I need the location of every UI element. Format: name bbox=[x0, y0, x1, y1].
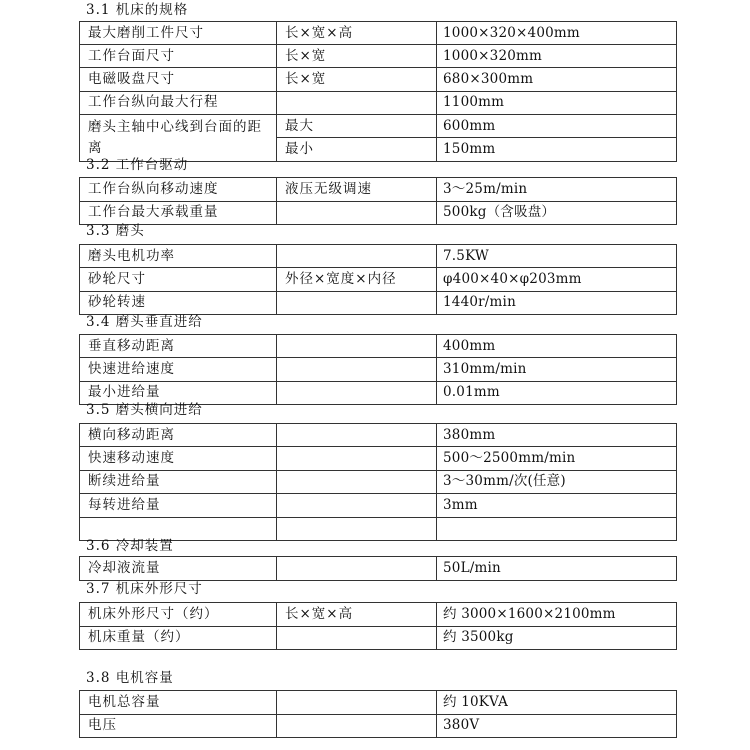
param-name: 工作台面尺寸 bbox=[80, 45, 277, 68]
table-row bbox=[80, 470, 677, 493]
table-row bbox=[80, 91, 677, 114]
param-name: 工作台最大承载重量 bbox=[80, 201, 277, 225]
table-row bbox=[80, 691, 677, 715]
section-title: 3.4 磨头垂直进给 bbox=[86, 314, 203, 330]
table-row bbox=[80, 424, 677, 447]
table-row bbox=[80, 447, 677, 470]
param-name: 最小进给量 bbox=[80, 381, 277, 404]
spec-table bbox=[79, 690, 677, 738]
param-value: 约 10KVA bbox=[437, 691, 677, 715]
param-condition bbox=[277, 335, 437, 358]
spec-table bbox=[79, 602, 677, 650]
param-value: 400mm bbox=[437, 335, 677, 358]
param-condition: 长×宽×高 bbox=[277, 22, 437, 45]
section-title: 3.7 机床外形尺寸 bbox=[86, 581, 203, 597]
param-name: 断续进给量 bbox=[80, 470, 277, 493]
table-row bbox=[80, 45, 677, 68]
param-name: 工作台纵向移动速度 bbox=[80, 178, 277, 202]
param-condition bbox=[277, 470, 437, 493]
param-value: 380mm bbox=[437, 424, 677, 447]
param-condition bbox=[277, 557, 437, 581]
param-name: 砂轮转速 bbox=[80, 291, 277, 314]
param-condition bbox=[277, 494, 437, 517]
param-condition bbox=[277, 91, 437, 114]
param-name: 最大磨削工件尺寸 bbox=[80, 22, 277, 45]
param-name: 机床重量（约） bbox=[80, 626, 277, 650]
param-value: 1000×320×400mm bbox=[437, 22, 677, 45]
param-condition bbox=[277, 447, 437, 470]
param-condition bbox=[277, 381, 437, 404]
table-row bbox=[80, 626, 677, 650]
table-row bbox=[80, 494, 677, 517]
param-condition: 液压无级调速 bbox=[277, 178, 437, 202]
param-condition: 长×宽×高 bbox=[277, 603, 437, 627]
param-value: 约 3000×1600×2100mm bbox=[437, 603, 677, 627]
param-condition bbox=[277, 517, 437, 540]
param-condition: 长×宽 bbox=[277, 68, 437, 91]
param-condition bbox=[277, 201, 437, 225]
table-row bbox=[80, 114, 677, 138]
param-value: 1100mm bbox=[437, 91, 677, 114]
param-name: 砂轮尺寸 bbox=[80, 268, 277, 291]
section-title: 3.8 电机容量 bbox=[86, 670, 174, 686]
param-name: 机床外形尺寸（约） bbox=[80, 603, 277, 627]
param-value bbox=[437, 517, 677, 540]
param-name: 垂直移动距离 bbox=[80, 335, 277, 358]
param-name: 工作台纵向最大行程 bbox=[80, 91, 277, 114]
section-title: 3.3 磨头 bbox=[86, 223, 145, 239]
table-row bbox=[80, 268, 677, 291]
param-value: 380V bbox=[437, 714, 677, 738]
table-row bbox=[80, 603, 677, 627]
param-name: 磨头电机功率 bbox=[80, 245, 277, 268]
param-value: 约 3500kg bbox=[437, 626, 677, 650]
param-value: 1000×320mm bbox=[437, 45, 677, 68]
param-value: 50L/min bbox=[437, 557, 677, 581]
param-value: 1440r/min bbox=[437, 291, 677, 314]
spec-table bbox=[79, 244, 677, 315]
param-value: φ400×40×φ203mm bbox=[437, 268, 677, 291]
param-name: 横向移动距离 bbox=[80, 424, 277, 447]
param-name: 电机总容量 bbox=[80, 691, 277, 715]
param-value: 680×300mm bbox=[437, 68, 677, 91]
table-row bbox=[80, 22, 677, 45]
param-value: 3～30mm/次(任意) bbox=[437, 470, 677, 493]
spec-table bbox=[79, 177, 677, 225]
param-value: 7.5KW bbox=[437, 245, 677, 268]
param-value: 3～25m/min bbox=[437, 178, 677, 202]
param-name: 磨头主轴中心线到台面的距离 bbox=[80, 114, 277, 161]
param-condition: 最大 bbox=[277, 114, 437, 138]
param-name: 电压 bbox=[80, 714, 277, 738]
table-row bbox=[80, 714, 677, 738]
param-name: 冷却液流量 bbox=[80, 557, 277, 581]
spec-table bbox=[79, 334, 677, 405]
table-row bbox=[80, 335, 677, 358]
param-name: 电磁吸盘尺寸 bbox=[80, 68, 277, 91]
param-condition bbox=[277, 714, 437, 738]
param-name: 每转进给量 bbox=[80, 494, 277, 517]
param-condition bbox=[277, 358, 437, 381]
param-condition bbox=[277, 691, 437, 715]
section-title: 3.6 冷却装置 bbox=[86, 538, 174, 554]
param-condition bbox=[277, 245, 437, 268]
param-condition bbox=[277, 626, 437, 650]
table-row bbox=[80, 245, 677, 268]
section-title: 3.5 磨头横向进给 bbox=[86, 402, 203, 418]
table-row bbox=[80, 201, 677, 225]
param-value: 3mm bbox=[437, 494, 677, 517]
param-name: 快速进给速度 bbox=[80, 358, 277, 381]
param-value: 500kg（含吸盘） bbox=[437, 201, 677, 225]
section-title: 3.2 工作台驱动 bbox=[86, 157, 189, 173]
table-row bbox=[80, 291, 677, 314]
table-row bbox=[80, 557, 677, 581]
param-value: 150mm bbox=[437, 138, 677, 162]
param-value: 0.01mm bbox=[437, 381, 677, 404]
param-value: 500～2500mm/min bbox=[437, 447, 677, 470]
table-row bbox=[80, 178, 677, 202]
param-condition bbox=[277, 291, 437, 314]
table-row bbox=[80, 68, 677, 91]
spec-table bbox=[79, 556, 677, 581]
param-condition: 长×宽 bbox=[277, 45, 437, 68]
spec-table bbox=[79, 21, 677, 162]
param-value: 310mm/min bbox=[437, 358, 677, 381]
param-condition bbox=[277, 424, 437, 447]
section-title: 3.1 机床的规格 bbox=[86, 2, 189, 18]
param-condition: 外径×宽度×内径 bbox=[277, 268, 437, 291]
param-value: 600mm bbox=[437, 114, 677, 138]
table-row bbox=[80, 358, 677, 381]
param-condition: 最小 bbox=[277, 138, 437, 162]
param-name: 快速移动速度 bbox=[80, 447, 277, 470]
spec-table bbox=[79, 423, 677, 541]
